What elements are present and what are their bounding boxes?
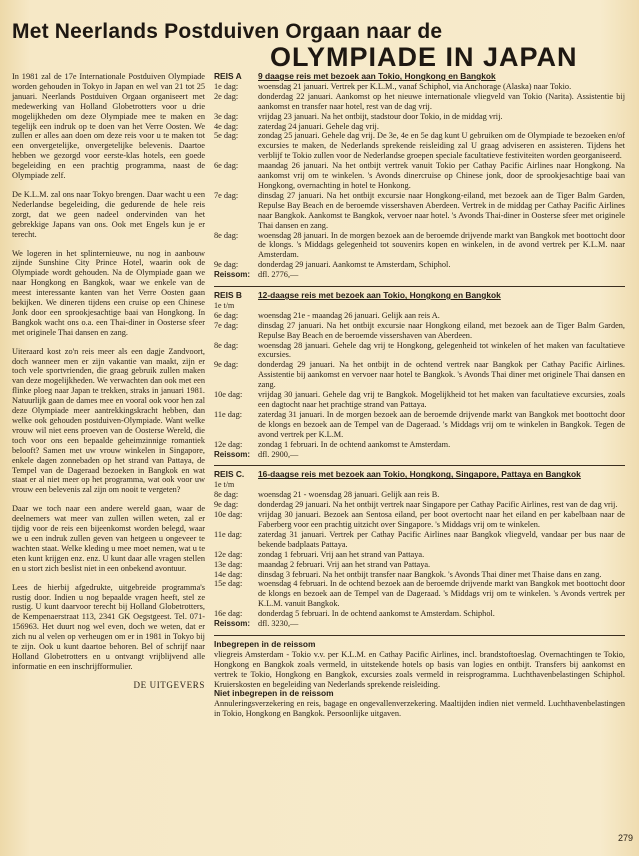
reis-c-days	[214, 490, 625, 619]
reis-b-heading	[214, 291, 625, 301]
reis-a-price-label: Reissom:	[214, 270, 251, 280]
itinerary-day-row	[214, 500, 625, 510]
day-description: woensdag 28 januari. Gehele dag vrij te Hongkong, gelegenheid tot winkelen of het maken van facultatieve excursies.	[258, 340, 625, 360]
day-description: woensdag 21e - maandag 26 januari. Gelijk aan reis A.	[258, 310, 440, 320]
day-label: 9e dag:	[214, 500, 239, 510]
article-title-line2: OLYMPIADE IN JAPAN	[270, 42, 578, 72]
itinerary-day-row	[214, 570, 625, 580]
reis-b-price: dfl. 2900,—	[258, 449, 299, 459]
day-label: 7e dag:	[214, 320, 239, 330]
reis-c-price: dfl. 3230,—	[258, 619, 299, 629]
itinerary-day-row	[214, 490, 625, 500]
day-description: dinsdag 3 februari. Na het ontbijt transfer naar Bangkok. 's Avonds Thai diner met Thaise dans en zang.	[258, 569, 602, 579]
day-label: 13e dag:	[214, 559, 243, 569]
itinerary-day-row	[214, 550, 625, 560]
itinerary-day-row	[214, 510, 625, 530]
intro-paragraph: Lees de hierbij afgedrukte, uitgebreide programma's rustig door. Indien u nog bepaalde vragen heeft, stel ze rustig. U kunt daarvoor terecht bij Holland Globetrotters, de Kempenaerstraat 113, 2341 GK Oegstgeest. Tel. 071-156963. Het duurt nog wel even, doch we weten, dat er zich nu al velen op verheugen om er in 1981 in Tokyo bij te zijn. Ook u kunt daartoe behoren. Bel of schrijf naar Holland Globetrotters en u ontvangt vrijblijvend alle informatie en een inschrijfformulier.	[12, 582, 205, 671]
reis-b-title: 12-daagse reis met bezoek aan Tokio, Hongkong en Bangkok	[258, 290, 501, 301]
day-label: 15e dag:	[214, 579, 243, 589]
day-label: 2e dag:	[214, 91, 239, 101]
itinerary-column	[214, 72, 625, 719]
reis-b-range-prefix: 1e t/m	[214, 300, 235, 310]
day-label: 8e dag:	[214, 490, 239, 500]
exclusions-heading: Niet inbegrepen in de reissom	[214, 688, 334, 699]
itinerary-day-row	[214, 609, 625, 619]
itinerary-day-row	[214, 231, 625, 261]
day-description: woensdag 21 - woensdag 28 januari. Gelijk aan reis B.	[258, 490, 440, 500]
day-description: donderdag 29 januari. Na het ontbijt in de ochtend vertrek naar Bangkok per Cathay Pacific Airlines. Assistentie bij aankomst en vervoer naar hotel te Bangkok. 's Avonds Thai diner met originele Thai dansen en zang.	[258, 360, 625, 390]
day-description: dinsdag 27 januari. Na het ontbijt excursie naar Hongkong eiland, met bezoek aan de Tiger Balm Garden, Repulse Bay Beach en de beroemde vissershaven van Aberdeen.	[258, 320, 625, 340]
itinerary-day-row	[214, 440, 625, 450]
itinerary-day-row	[214, 191, 625, 231]
reis-b-price-label: Reissom:	[214, 449, 251, 459]
day-label: 16e dag:	[214, 609, 243, 619]
itinerary-day-row	[214, 92, 625, 112]
reis-c-title: 16-daagse reis met bezoek aan Tokio, Hongkong, Singapore, Pattaya en Bangkok	[258, 469, 581, 480]
day-label: 12e dag:	[214, 549, 243, 559]
day-description: zaterdag 31 januari. Vertrek per Cathay Pacific Airlines naar Bangkok vliegveld, vandaar per bus naar de bekende badplaats Pattaya.	[258, 529, 625, 549]
article-title-line1: Met Neerlands Postduiven Orgaan naar de	[12, 20, 443, 43]
reis-a-heading	[214, 72, 625, 82]
intro-paragraph: We logeren in het splinternieuwe, nu nog in aanbouw zijnde Sunshine City Prince Hotel, waarin ook de Olympiade wordt gehouden. Na de Olympiade gaan we naar Hongkong en Bangkok, waar we enkele van de meest interessante kanten van het Verre Oosten gaan bekijken. We dineren tijdens een cruise op een Chinese Jonk door een sprookjesachtige baai van Hongkong. In Bangkok wacht ons o.a. een Thai-diner in Oosterse sfeer met originele Thai dansen en zang.	[12, 248, 205, 337]
itinerary-day-row	[214, 122, 625, 132]
day-description: maandag 26 januari. Na het ontbijt vertrek vanuit Tokio per Cathay Pacific Airlines naar Hongkong. Na aankomst vrij om te winkelen. 's Avonds dinercruise op Chinese jonk, door de sprookjesachtige baai van Hongkong, overnachting in hotel te Honkong.	[258, 161, 625, 190]
reis-a-days	[214, 82, 625, 270]
day-description: maandag 2 februari. Vrij aan het strand van Pattaya.	[258, 559, 431, 569]
itinerary-day-row	[214, 560, 625, 570]
day-label: 6e dag:	[214, 310, 239, 320]
day-description: woensdag 21 januari. Vertrek per K.L.M., vanaf Schiphol, via Anchorage (Alaska) naar Tokio.	[258, 81, 572, 91]
itinerary-day-row	[214, 321, 625, 341]
reis-a-price-row	[214, 270, 625, 280]
reis-b-price-row	[214, 450, 625, 460]
itinerary-day-row	[214, 82, 625, 92]
section-divider	[214, 465, 625, 466]
itinerary-day-row	[214, 161, 625, 191]
intro-paragraph: Uiteraard kost zo'n reis meer als een dagje Zandvoort, doch wanneer men er zijn vakantie van maakt, zijn er toch vele sportvrienden, die graag gebruik zullen maken van deze mogelijkheden. We verwachten dan ook met een flinke ploeg naar Japan te trekken, straks in januari 1981. Natuurlijk gaan de dames mee en vooral ook voor hen zal deze Olympiade meer aantrekkingskracht hebben, dan welke ook gehouden postduiven-Olympiade. Want welke vrouw wil niet eens proeven van de Oosterse Wereld, die toch voor ons een bepaalde geheimzinnige romantiek belooft? Samen met uw vrouw winkelen in Singapore, enkele dagen zonnebaden op het strand van Pattaya, de Tempel van de Dageraad bezoeken in Bangkok en wat staat er al niet meer op het programma, wat ook voor uw vrouw een belevenis zal zijn om nooit te vergeten?	[12, 346, 205, 495]
day-label: 3e dag:	[214, 111, 239, 121]
itinerary-day-row	[214, 311, 625, 321]
day-description: zaterdag 31 januari. In de morgen bezoek aan de beroemde drijvende markt van Bangkok met boottocht door de klongs en bezoek aan de Tempel van de Dageraad. 's Middags vrij om te winkelen in Bangkok. Tegen de avond vertrek per K.L.M.	[258, 409, 625, 439]
exclusions-text: Annuleringsverzekering en reis, bagage en ongevallenverzekering. Maaltijden indien niet vermeld. Luchthavenbelastingen in Tokio, Hongkong en Bangkok. Persoonlijke uitgaven.	[214, 699, 625, 719]
itinerary-day-row	[214, 360, 625, 390]
day-label: 7e dag:	[214, 190, 239, 200]
day-label: 5e dag:	[214, 131, 239, 141]
reis-c-price-label: Reissom:	[214, 619, 251, 629]
reis-c-price-row	[214, 619, 625, 629]
day-description: donderdag 29 januari. Aankomst te Amsterdam, Schiphol.	[258, 260, 451, 270]
reis-b-days	[214, 311, 625, 450]
signature: DE UITGEVERS	[133, 679, 205, 690]
day-description: zaterdag 24 januari. Gehele dag vrij.	[258, 121, 379, 131]
day-label: 10e dag:	[214, 510, 243, 520]
day-description: zondag 25 januari. Gehele dag vrij. De 3e, 4e en 5e dag kunt U gebruiken om de Olympiade te bezoeken en/of excursies te maken, de Nederlands sprekende reisleiding zal U graag adviseren en assisteren. Tijdens het verblijf te Tokio zullen voor de Nederlandse groepen speciale facultatieve festiviteiten worden georganiseerd.	[258, 131, 625, 161]
inclusions-text: vliegreis Amsterdam - Tokio v.v. per K.L.M. en Cathay Pacific Airlines, incl. brandstoftoeslag. Overnachtingen te Tokio, Hongkong en Bangkok zoals vermeld, in uitstekende hotels op basis van logies en ontbijt. Transfers bij aankomst en vertrek te Tokio, Hongkong en Bangkok, excursies zoals vermeld in reisprogramma. Luchthavenbelastingen Schiphol. Kruierskosten en begeleiding van Nederlands sprekende reisleiding.	[214, 649, 625, 689]
intro-column	[12, 72, 205, 691]
day-label: 8e dag:	[214, 340, 239, 350]
day-description: woensdag 4 februari. In de ochtend bezoek aan de beroemde drijvende markt van Bangkok met boottocht door de klongs en bezoek aan de Tempel van de Dageraad. 's Middags vrij om te winkelen. 's Avonds vertrek per K.L.M. vanuit Bangkok.	[258, 579, 626, 609]
inclusions-heading: Inbegrepen in de reissom	[214, 638, 316, 649]
day-description: zondag 1 februari. Vrij aan het strand van Pattaya.	[258, 549, 425, 559]
reis-b-section	[214, 291, 625, 459]
day-description: vrijdag 30 januari. Gehele dag vrij te Bangkok. Mogelijkheid tot het maken van facultatieve excursies, zoals een dagtocht naar het prachtige strand van Pattaya.	[258, 390, 625, 409]
day-label: 8e dag:	[214, 230, 239, 240]
day-label: 6e dag:	[214, 161, 239, 171]
day-label: 4e dag:	[214, 121, 239, 131]
itinerary-day-row	[214, 112, 625, 122]
reis-b-name: REIS B	[214, 290, 242, 301]
day-description: dinsdag 27 januari. Na het ontbijt excursie naar Hongkong-eiland, met bezoek aan de Tiger Balm Garden, Repulse Bay Beach en de beroemde vissershaven Aberdeen. Vertrek in de middag per Cathay Pacific Airlines naar Bangkok. Aankomst te Bangkok, vervoer naar hotel. 's Avonds Thai-diner in Oosterse sfeer met originele Thai dansen en zang.	[258, 190, 625, 230]
reis-c-section	[214, 470, 625, 629]
intro-paragraph: De K.L.M. zal ons naar Tokyo brengen. Daar wacht u een Nederlandse begeleiding, die gedurende de hele reis zorgt, dat we geen nadeel ondervinden van het gebrekkige Japans van ons. Ook met Engels kun je er terecht.	[12, 189, 205, 239]
reis-a-section	[214, 72, 625, 280]
reis-c-range-prefix: 1e t/m	[214, 480, 235, 490]
day-label: 12e dag:	[214, 439, 243, 449]
day-description: donderdag 5 februari. In de ochtend aankomst te Amsterdam. Schiphol.	[258, 609, 495, 619]
day-description: vrijdag 23 januari. Na het ontbijt, stadstour door Tokio, in de middag vrij.	[258, 111, 503, 121]
day-label: 11e dag:	[214, 529, 243, 539]
itinerary-day-row	[214, 341, 625, 361]
intro-paragraph: In 1981 zal de 17e Internationale Postduiven Olympiade worden gehouden in Tokyo in Japan en wel van 21 tot 25 januari. Neerlands Postduiven Orgaan organiseert met medewerking van Holland Globetrotters voor u drie mogelijkheden om deze Olympiade mee te maken en tegelijk een indruk op te doen van het Verre Oosten. We zullen er alles aan doen om deze reis voor u te maken tot een onvergetelijke, onvergetelijke belevenis. Daartoe hebben we gezorgd voor eerste-klas hotels, een goede begeleiding en een prachtig programma, naast de Olympiade zelf.	[12, 72, 205, 181]
section-divider	[214, 635, 625, 636]
day-label: 14e dag:	[214, 569, 243, 579]
itinerary-day-row	[214, 579, 625, 609]
itinerary-day-row	[214, 260, 625, 270]
itinerary-day-row	[214, 390, 625, 410]
day-description: woensdag 28 januari. In de morgen bezoek aan de beroemde drijvende markt van Bangkok met boottocht door de klongs. 's Middags gelegenheid tot souvenirs kopen en winkelen, in de avond vertrek per K.L.M. naar Amsterdam.	[258, 230, 625, 260]
day-label: 1e dag:	[214, 81, 239, 91]
reis-a-price: dfl. 2776,—	[258, 270, 299, 280]
itinerary-day-row	[214, 131, 625, 161]
section-divider	[214, 286, 625, 287]
day-description: donderdag 29 januari. Na het ontbijt vertrek naar Singapore per Cathay Pacific Airlines, rest van de dag vrij.	[258, 500, 618, 510]
reis-a-name: REIS A	[214, 71, 242, 81]
reis-c-name: REIS C.	[214, 469, 245, 480]
day-label: 9e dag:	[214, 360, 239, 370]
itinerary-day-row	[214, 410, 625, 440]
intro-paragraph: Daar we toch naar een andere wereld gaan, waar de deelnemers wat meer van zullen willen weten, zal er tijdig voor de reis een bijeenkomst worden belegd, waar we u een indruk zullen geven van hetgeen u ongeveer te wachten staat. Welke kleding u mee moet nemen, wat u te eten kunt krijgen enz. enz. U kunt daar alle vragen stellen en u stort zich beslist niet in een onbekend avontuur.	[12, 504, 205, 573]
day-description: vrijdag 30 januari. Bezoek aan Sentosa eiland, per boot overtocht naar het eiland en per kabelbaan naar de Faberberg voor een prachtig uitzicht over Singapore. 's Middags vrij om te winkelen.	[258, 510, 625, 529]
day-label: 11e dag:	[214, 409, 243, 419]
reis-c-heading	[214, 470, 625, 480]
day-label: 10e dag:	[214, 390, 243, 400]
day-description: donderdag 22 januari. Aankomst op het nieuwe internationale vliegveld van Tokio (Narita). Assistentie bij aankomst en transfer naar hotel, rest van de dag vrij.	[258, 91, 625, 111]
day-label: 9e dag:	[214, 260, 239, 270]
day-description: zondag 1 februari. In de ochtend aankomst te Amsterdam.	[258, 439, 451, 449]
itinerary-day-row	[214, 530, 625, 550]
page-number: 279	[618, 833, 634, 843]
reis-a-title: 9 daagse reis met bezoek aan Tokio, Hongkong en Bangkok	[258, 71, 496, 81]
